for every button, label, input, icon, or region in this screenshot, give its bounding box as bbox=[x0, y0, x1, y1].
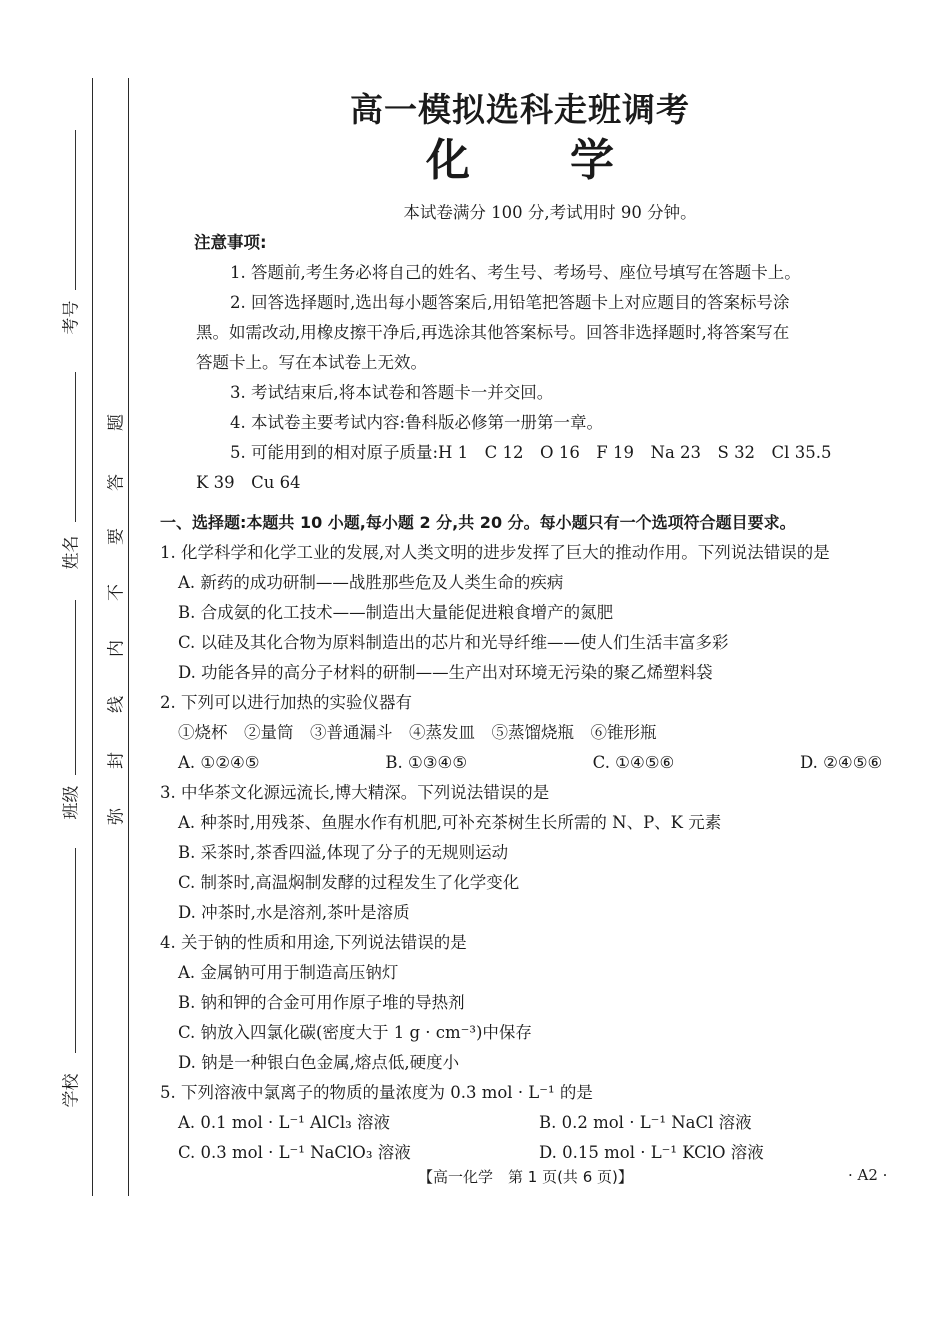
exam-content bbox=[160, 198, 900, 1168]
xingming-underline bbox=[75, 372, 76, 522]
banji-label: 班级 bbox=[61, 785, 82, 820]
option-row bbox=[160, 1138, 900, 1168]
question-option: D. ②④⑤⑥ bbox=[799, 753, 883, 772]
seal-char: 封 bbox=[106, 752, 127, 769]
question-option: C. ①④⑤⑥ bbox=[592, 753, 675, 772]
seal-char: 要 bbox=[106, 528, 127, 545]
option-row bbox=[160, 1108, 900, 1138]
question-option: A. ①②④⑤ bbox=[178, 753, 260, 772]
notice-item: 3. 考试结束后,将本试卷和答题卡一并交回。 bbox=[230, 383, 554, 402]
margin-line-inner bbox=[128, 78, 129, 1196]
page-footer: 【高一化学 第 1 页(共 6 页)】 bbox=[418, 1168, 633, 1186]
notice-item: K 39 Cu 64 bbox=[196, 473, 301, 492]
question-option: C. 制茶时,高温焖制发酵的过程发生了化学变化 bbox=[178, 873, 520, 892]
question-option: C. 钠放入四氯化碳(密度大于 1 g · cm⁻³)中保存 bbox=[178, 1023, 532, 1042]
instrument-list: ①烧杯 ②量筒 ③普通漏斗 ④蒸发皿 ⑤蒸馏烧瓶 ⑥锥形瓶 bbox=[178, 723, 657, 742]
question-option: B. 钠和钾的合金可用作原子堆的导热剂 bbox=[178, 993, 465, 1012]
question-option: D. 0.15 mol · L⁻¹ KClO 溶液 bbox=[539, 1143, 764, 1162]
question-option: B. 采茶时,茶香四溢,体现了分子的无规则运动 bbox=[178, 843, 509, 862]
paper-code: · A2 · bbox=[848, 1166, 888, 1184]
seal-char: 题 bbox=[106, 414, 127, 431]
option-row bbox=[160, 748, 900, 778]
notice-item: 4. 本试卷主要考试内容:鲁科版必修第一册第一章。 bbox=[230, 413, 604, 432]
question-stem: 3. 中华茶文化源远流长,博大精深。下列说法错误的是 bbox=[160, 783, 550, 802]
question-option: C. 0.3 mol · L⁻¹ NaClO₃ 溶液 bbox=[178, 1143, 411, 1162]
question-option: C. 以硅及其化合物为原料制造出的芯片和光导纤维——使人们生活丰富多彩 bbox=[178, 633, 729, 652]
exam-intro: 本试卷满分 100 分,考试用时 90 分钟。 bbox=[403, 203, 697, 222]
question-stem: 2. 下列可以进行加热的实验仪器有 bbox=[160, 693, 412, 712]
notice-heading: 注意事项: bbox=[194, 233, 267, 252]
question-option: B. 0.2 mol · L⁻¹ NaCl 溶液 bbox=[539, 1113, 752, 1132]
question-option: D. 功能各异的高分子材料的研制——生产出对环境无污染的聚乙烯塑料袋 bbox=[178, 663, 713, 682]
xuexiao-underline bbox=[75, 848, 76, 1053]
notice-item: 答题卡上。写在本试卷上无效。 bbox=[196, 353, 427, 372]
question-option: B. 合成氨的化工技术——制造出大量能促进粮食增产的氮肥 bbox=[178, 603, 614, 622]
notice-item: 5. 可能用到的相对原子质量:H 1 C 12 O 16 F 19 Na 23 S 32 Cl 35.5 bbox=[230, 443, 832, 462]
notice-item: 黑。如需改动,用橡皮擦干净后,再选涂其他答案标号。回答非选择题时,将答案写在 bbox=[196, 323, 790, 342]
banji-underline bbox=[75, 600, 76, 775]
margin-line-outer bbox=[92, 78, 93, 1196]
question-option: D. 冲茶时,水是溶剂,茶叶是溶质 bbox=[178, 903, 410, 922]
seal-char: 不 bbox=[106, 584, 127, 601]
question-option: B. ①③④⑤ bbox=[385, 753, 468, 772]
question-stem: 5. 下列溶液中氯离子的物质的量浓度为 0.3 mol · L⁻¹ 的是 bbox=[160, 1083, 593, 1102]
question-option: A. 金属钠可用于制造高压钠灯 bbox=[178, 963, 399, 982]
seal-char: 弥 bbox=[106, 808, 127, 825]
seal-char: 内 bbox=[106, 640, 127, 657]
notice-list bbox=[160, 258, 900, 498]
notice-item: 2. 回答选择题时,选出每小题答案后,用铅笔把答题卡上对应题目的答案标号涂 bbox=[230, 293, 790, 312]
question-option: D. 钠是一种银白色金属,熔点低,硬度小 bbox=[178, 1053, 460, 1072]
subject-title: 化学 bbox=[426, 135, 714, 186]
question-option: A. 新药的成功研制——战胜那些危及人类生命的疾病 bbox=[178, 573, 564, 592]
kaohao-label: 考号 bbox=[61, 300, 82, 335]
question-stem: 1. 化学科学和化学工业的发展,对人类文明的进步发挥了巨大的推动作用。下列说法错误的是 bbox=[160, 543, 830, 562]
seal-char: 线 bbox=[106, 696, 127, 713]
question-option: A. 种茶时,用残茶、鱼腥水作有机肥,可补充茶树生长所需的 N、P、K 元素 bbox=[178, 813, 722, 832]
question-option: A. 0.1 mol · L⁻¹ AlCl₃ 溶液 bbox=[178, 1113, 390, 1132]
xuexiao-label: 学校 bbox=[61, 1073, 82, 1108]
xingming-label: 姓名 bbox=[61, 535, 82, 570]
exam-title: 高一模拟选科走班调考 bbox=[350, 90, 690, 129]
seal-char: 答 bbox=[106, 474, 127, 491]
section-heading: 一、选择题:本题共 10 小题,每小题 2 分,共 20 分。每小题只有一个选项符合题目要求。 bbox=[160, 513, 796, 532]
question-stem: 4. 关于钠的性质和用途,下列说法错误的是 bbox=[160, 933, 467, 952]
notice-item: 1. 答题前,考生务必将自己的姓名、考生号、考场号、座位号填写在答题卡上。 bbox=[230, 263, 801, 282]
